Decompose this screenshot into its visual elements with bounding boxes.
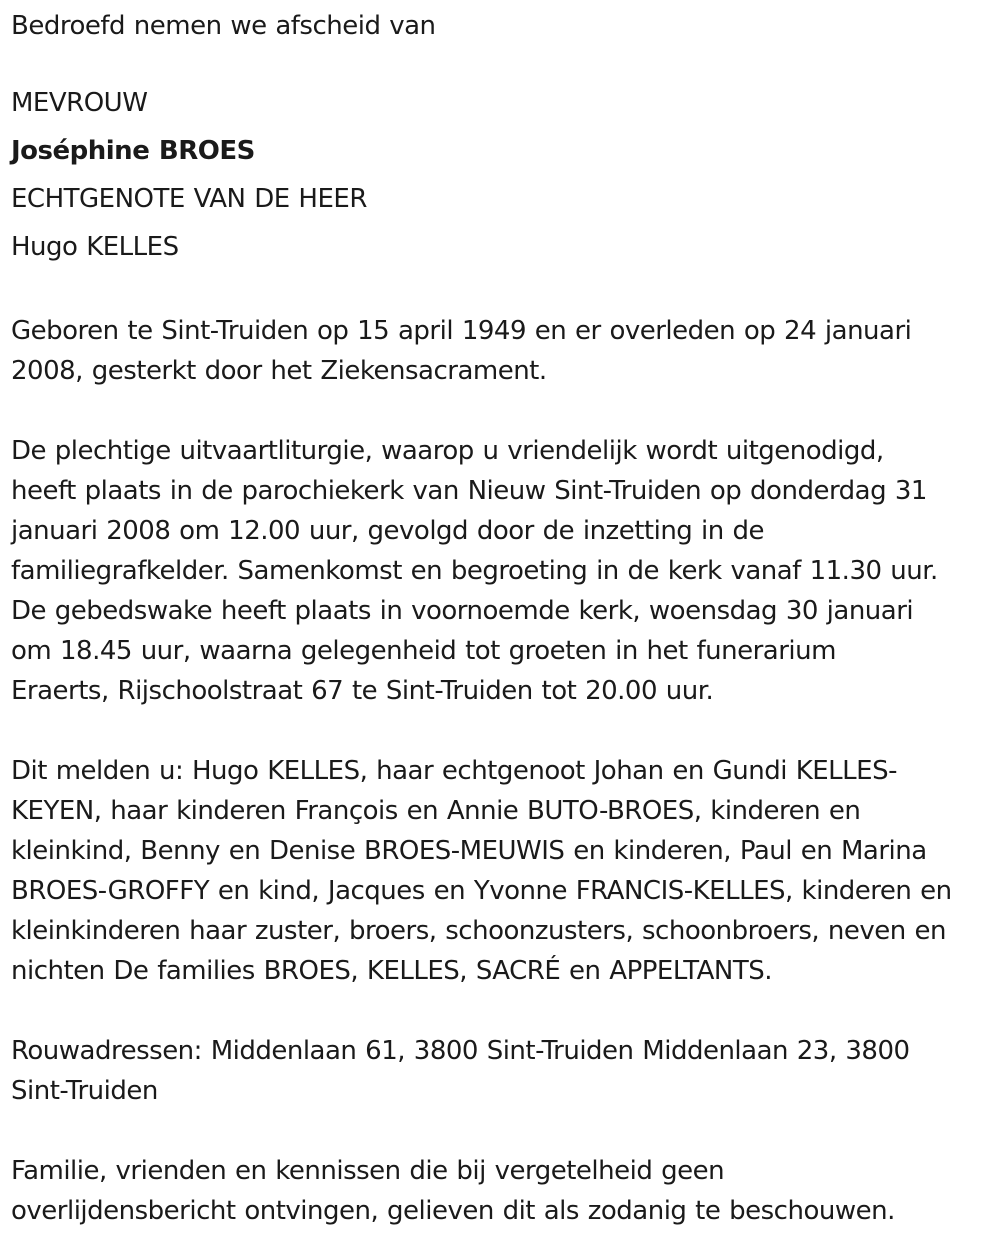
spouse-label: ECHTGENOTE VAN DE HEER [11, 184, 367, 214]
paragraph-line: 2008, gesterkt door het Ziekensacrament. [11, 356, 547, 386]
title-prefix: MEVROUW [11, 88, 148, 118]
born-died-paragraph [11, 311, 993, 391]
closing-paragraph [11, 1151, 993, 1231]
paragraph-line: overlijdensbericht ontvingen, gelieven dit als zodanig te beschouwen. [11, 1196, 895, 1226]
paragraph-line: kleinkind, Benny en Denise BROES-MEUWIS en kinderen, Paul en Marina [11, 836, 927, 866]
family-paragraph [11, 751, 993, 991]
ceremony-paragraph [11, 431, 993, 711]
paragraph-line: Rouwadressen: Middenlaan 61, 3800 Sint-Truiden Middenlaan 23, 3800 [11, 1036, 910, 1066]
paragraph-line: heeft plaats in de parochiekerk van Nieuw Sint-Truiden op donderdag 31 [11, 476, 927, 506]
paragraph-line: kleinkinderen haar zuster, broers, schoonzusters, schoonbroers, neven en [11, 916, 946, 946]
paragraph-line: KEYEN, haar kinderen François en Annie BUTO-BROES, kinderen en [11, 796, 861, 826]
paragraph-line: nichten De families BROES, KELLES, SACRÉ en APPELTANTS. [11, 956, 773, 986]
paragraph-line: BROES-GROFFY en kind, Jacques en Yvonne FRANCIS-KELLES, kinderen en [11, 876, 952, 906]
paragraph-line: om 18.45 uur, waarna gelegenheid tot groeten in het funerarium [11, 636, 836, 666]
paragraph-line: familiegrafkelder. Samenkomst en begroeting in de kerk vanaf 11.30 uur. [11, 556, 938, 586]
death-notice [11, 0, 993, 1231]
paragraph-line: Geboren te Sint-Truiden op 15 april 1949 en er overleden op 24 januari [11, 316, 912, 346]
paragraph-line: januari 2008 om 12.00 uur, gevolgd door de inzetting in de [11, 516, 765, 546]
deceased-name: Joséphine BROES [11, 136, 255, 166]
paragraph-line: Dit melden u: Hugo KELLES, haar echtgenoot Johan en Gundi KELLES- [11, 756, 897, 786]
heading-block [11, 79, 993, 271]
intro-text: Bedroefd nemen we afscheid van [11, 11, 436, 41]
addresses-paragraph [11, 1031, 993, 1111]
paragraph-line: Familie, vrienden en kennissen die bij vergetelheid geen [11, 1156, 725, 1186]
paragraph-line: De plechtige uitvaartliturgie, waarop u vriendelijk wordt uitgenodigd, [11, 436, 884, 466]
paragraph-line: De gebedswake heeft plaats in voornoemde kerk, woensdag 30 januari [11, 596, 914, 626]
spouse-name: Hugo KELLES [11, 232, 179, 262]
paragraph-line: Sint-Truiden [11, 1076, 158, 1106]
paragraph-line: Eraerts, Rijschoolstraat 67 te Sint-Truiden tot 20.00 uur. [11, 676, 714, 706]
